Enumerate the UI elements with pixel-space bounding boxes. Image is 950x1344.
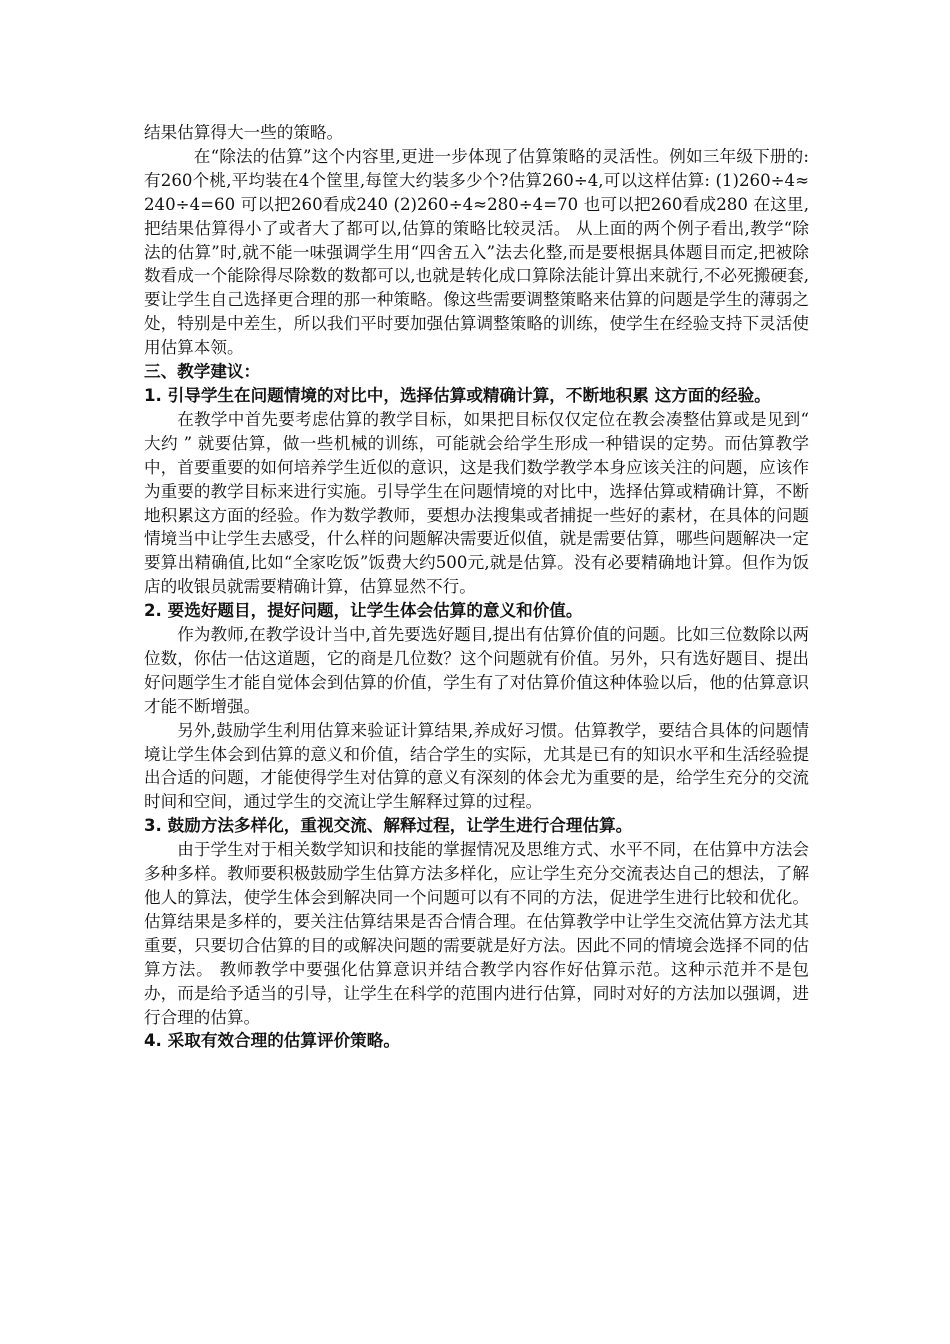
suggestion-2-heading: 2. 要选好题目，提好问题，让学生体会估算的意义和价值。 — [144, 601, 583, 621]
intro-paragraph: 结果估算得大一些的策略。 — [144, 123, 344, 142]
suggestion-2-paragraph-b: 另外,鼓励学生利用估算来验证计算结果,养成好习惯。估算教学，要结合具体的问题情境让学生体会到估算的意义和价值，结合学生的实际，尤其是已有的知识水平和生活经验提出合适的问题，才能使得学生对估算的意义有深刻的体会尤为重要的是，给学生充分的交流时间和空间，通过学生的交流让学生解释过算的过程。 — [144, 720, 809, 812]
suggestion-3-paragraph: 由于学生对于相关数学知识和技能的掌握情况及思维方式、水平不同，在估算中方法会多种多样。教师要积极鼓励学生估算方法多样化，应让学生充分交流表达自己的想法，了解他人的算法，使学生体会到解决同一个问题可以有不同的方法，促进学生进行比较和优化。 估算结果是多样的，要关注估算结果是否合情合理。在估算教学中让学生交流估算方法尤其重要，只要切合估算的目的或解决问题的需要就是好方法。因此不同的情境会选择不同的估算方法。 教师教学中要强化估算意识并结合教学内容作好估算示范。这种示范并不是包办，而是给予适当的引导，让学生在科学的范围内进行估算，同时对好的方法加以强调，进行合理的估算。 — [144, 840, 809, 1027]
suggestion-2-paragraph-a: 作为教师,在教学设计当中,首先要选好题目,提出有估算价值的问题。比如三位数除以两位数，你估一估这道题，它的商是几位数？这个问题就有价值。另外，只有选好题目、提出好问题学生才能自觉体会到估算的价值，学生有了对估算价值这种体验以后，他的估算意识才能不断增强。 — [144, 625, 809, 716]
document-page — [144, 121, 809, 1053]
section-title: 三、教学建议： — [144, 362, 261, 382]
division-estimation-paragraph: 在“除法的估算”这个内容里,更进一步体现了估算策略的灵活性。例如三年级下册的:有260个桃,平均装在4个筐里,每筐大约装多少个?估算260÷4,可以这样估算: (1)260÷4≈240÷4=60 可以把260看成240 (2)260÷4≈280÷4=70 也可以把260看成280 在这里,把结果估算得小了或者大了都可以,估算的策略比较灵活。 从上面的两个例子看出,教学“除法的估算”时,就不能一味强调学生用“四舍五入”法去化整,而是要根据具体题目而定,把被除数看成一个能除得尽除数的数都可以,也就是转化成口算除法能计算出来就行,不必死搬硬套,要让学生自己选择更合理的那一种策略。像这些需要调整策略来估算的问题是学生的薄弱之处，特别是中差生，所以我们平时要加强估算调整策略的训练，使学生在经验支持下灵活使用估算本领。 — [144, 146, 809, 358]
suggestion-3-heading: 3. 鼓励方法多样化，重视交流、解释过程，让学生进行合理估算。 — [144, 816, 633, 836]
suggestion-4-heading: 4. 采取有效合理的估算评价策略。 — [144, 1031, 400, 1051]
suggestion-1-paragraph: 在教学中首先要考虑估算的教学目标，如果把目标仅仅定位在教会凑整估算或是见到“ 大约 ” 就要估算，做一些机械的训练，可能就会给学生形成一种错误的定势。而估算教学中，首要重要的如何培养学生近似的意识，这是我们数学教学本身应该关注的问题，应该作为重要的教学目标来进行实施。引导学生在问题情境的对比中，选择估算或精确计算，不断地积累这方面的经验。作为数学教师，要想办法搜集或者捕捉一些好的素材，在具体的问题情境当中让学生去感受，什么样的问题解决需要近似值，就是需要估算，哪些问题解决一定要算出精确值,比如“全家吃饭”饭费大约500元,就是估算。没有必要精确地计算。但作为饭店的收银员就需要精确计算，估算显然不行。 — [144, 409, 809, 597]
suggestion-1-heading: 1. 引导学生在问题情境的对比中，选择估算或精确计算，不断地积累 这方面的经验。 — [144, 385, 771, 405]
